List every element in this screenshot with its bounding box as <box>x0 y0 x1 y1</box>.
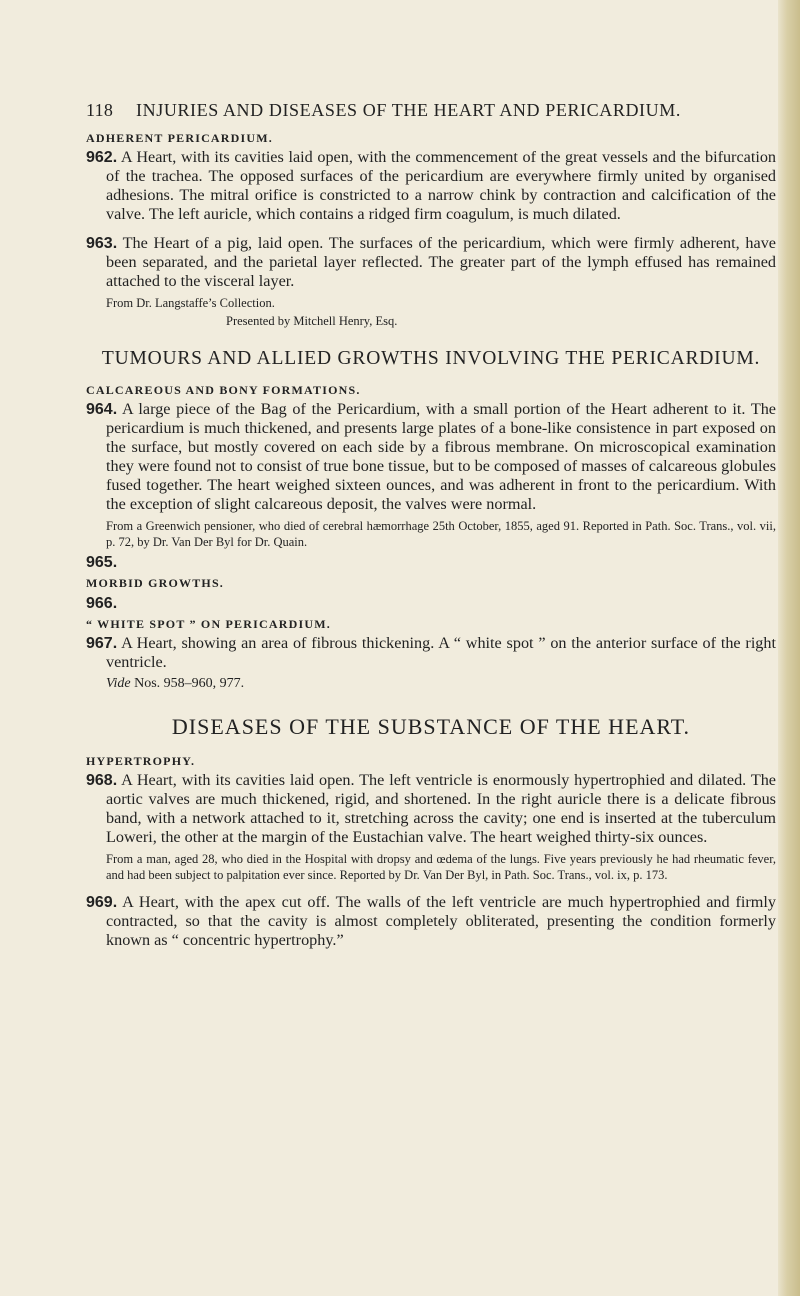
entry-964 <box>86 400 776 514</box>
vide-label: Vide <box>106 676 131 691</box>
entry-number: 962. <box>86 149 118 166</box>
vide-reference <box>106 676 776 692</box>
entry-text: The Heart of a pig, laid open. The surfaces of the pericardium, which were firmly adherent, have been separated, and the parietal layer reflected. The greater part of the lymph effused has remained attached to the visceral layer. <box>106 234 776 290</box>
entry-note: From a Greenwich pensioner, who died of cerebral hæmorrhage 25th October, 1855, aged 91. Reported in Path. Soc. Trans., vol. vii, p. 72, by Dr. Van Der Byl for Dr. Quain. <box>106 519 776 549</box>
section-hypertrophy: HYPERTROPHY. <box>86 754 196 768</box>
running-head <box>86 100 776 121</box>
entry-note: From a man, aged 28, who died in the Hospital with dropsy and œdema of the lungs. Five years previously he had rheumatic fever, and had been subject to palpitation ever since. Reported by Dr. Van Der Byl, in Path. Soc. Trans., vol. ix, p. 173. <box>106 852 776 882</box>
entry-number: 968. <box>86 772 118 789</box>
entry-966: 966. <box>86 595 118 612</box>
entry-text: A Heart, with the apex cut off. The walls of the left ventricle are much hypertrophied and firmly contracted, so that the cavity is almost completely obliterated, presenting the condition formerly known as “ concentric hypertrophy.” <box>106 893 776 949</box>
page-edge <box>778 0 800 1296</box>
entry-note: From Dr. Langstaffe’s Collection. <box>106 296 275 310</box>
entry-963 <box>86 234 776 291</box>
section-diseases-substance: DISEASES OF THE SUBSTANCE OF THE HEART. <box>171 714 691 739</box>
section-adherent-pericardium: ADHERENT PERICARDIUM. <box>86 131 273 145</box>
vide-refs: Nos. 958–960, 977. <box>134 676 245 691</box>
entry-text: A large piece of the Bag of the Pericardium, with a small portion of the Heart adherent to it. The pericardium is much thickened, and presents large plates of a bone-like consistence in part exposed on the surface, but mostly covered on each side by a fibrous membrane. On microscopical examination they were found not to consist of true bone tissue, but to be composed of masses of calcareous globules fused together. The heart weighed sixteen ounces, and was adherent in front to the pericardium. With the exception of slight calcareous deposit, the valves were normal. <box>106 400 776 513</box>
entry-969 <box>86 893 776 950</box>
entry-967 <box>86 634 776 672</box>
entry-text: A Heart, with its cavities laid open, with the commencement of the great vessels and the bifurcation of the trachea. The opposed surfaces of the pericardium are everywhere firmly united by organised adhesions. The mitral orifice is constricted to a narrow chink by contraction and calcification of the valve. The left auricle, which contains a ridged firm coagulum, is much dilated. <box>106 148 777 223</box>
entry-965: 965. <box>86 554 118 571</box>
entry-text: A Heart, showing an area of fibrous thickening. A “ white spot ” on the anterior surface of the right ventricle. <box>106 634 776 671</box>
running-title: INJURIES AND DISEASES OF THE HEART AND PERICARDIUM. <box>136 100 681 120</box>
entry-number: 963. <box>86 235 118 252</box>
section-morbid-growths: MORBID GROWTHS. <box>86 576 225 590</box>
section-tumours: TUMOURS AND ALLIED GROWTHS INVOLVING THE PERICARDIUM. <box>101 348 761 369</box>
entry-number: 969. <box>86 894 118 911</box>
entry-text: A Heart, with its cavities laid open. The left ventricle is enormously hypertrophied and dilated. The aortic valves are much thickened, rigid, and shortened. In the right auricle there is a delicate fibrous band, with a network attached to it, stretching across the cavity; one end is inserted at the tuberculum Loweri, the other at the margin of the Eustachian valve. The heart weighed thirty-six ounces. <box>106 771 776 846</box>
section-calcareous: CALCAREOUS AND BONY FORMATIONS. <box>86 383 361 397</box>
entry-968 <box>86 771 776 847</box>
entry-presented-by: Presented by Mitchell Henry, Esq. <box>226 314 398 328</box>
section-white-spot: “ WHITE SPOT ” ON PERICARDIUM. <box>86 617 331 631</box>
entry-number: 964. <box>86 401 118 418</box>
entry-number: 967. <box>86 635 118 652</box>
page-number: 118 <box>86 100 114 120</box>
page-content <box>86 100 776 954</box>
entry-962 <box>86 148 776 224</box>
